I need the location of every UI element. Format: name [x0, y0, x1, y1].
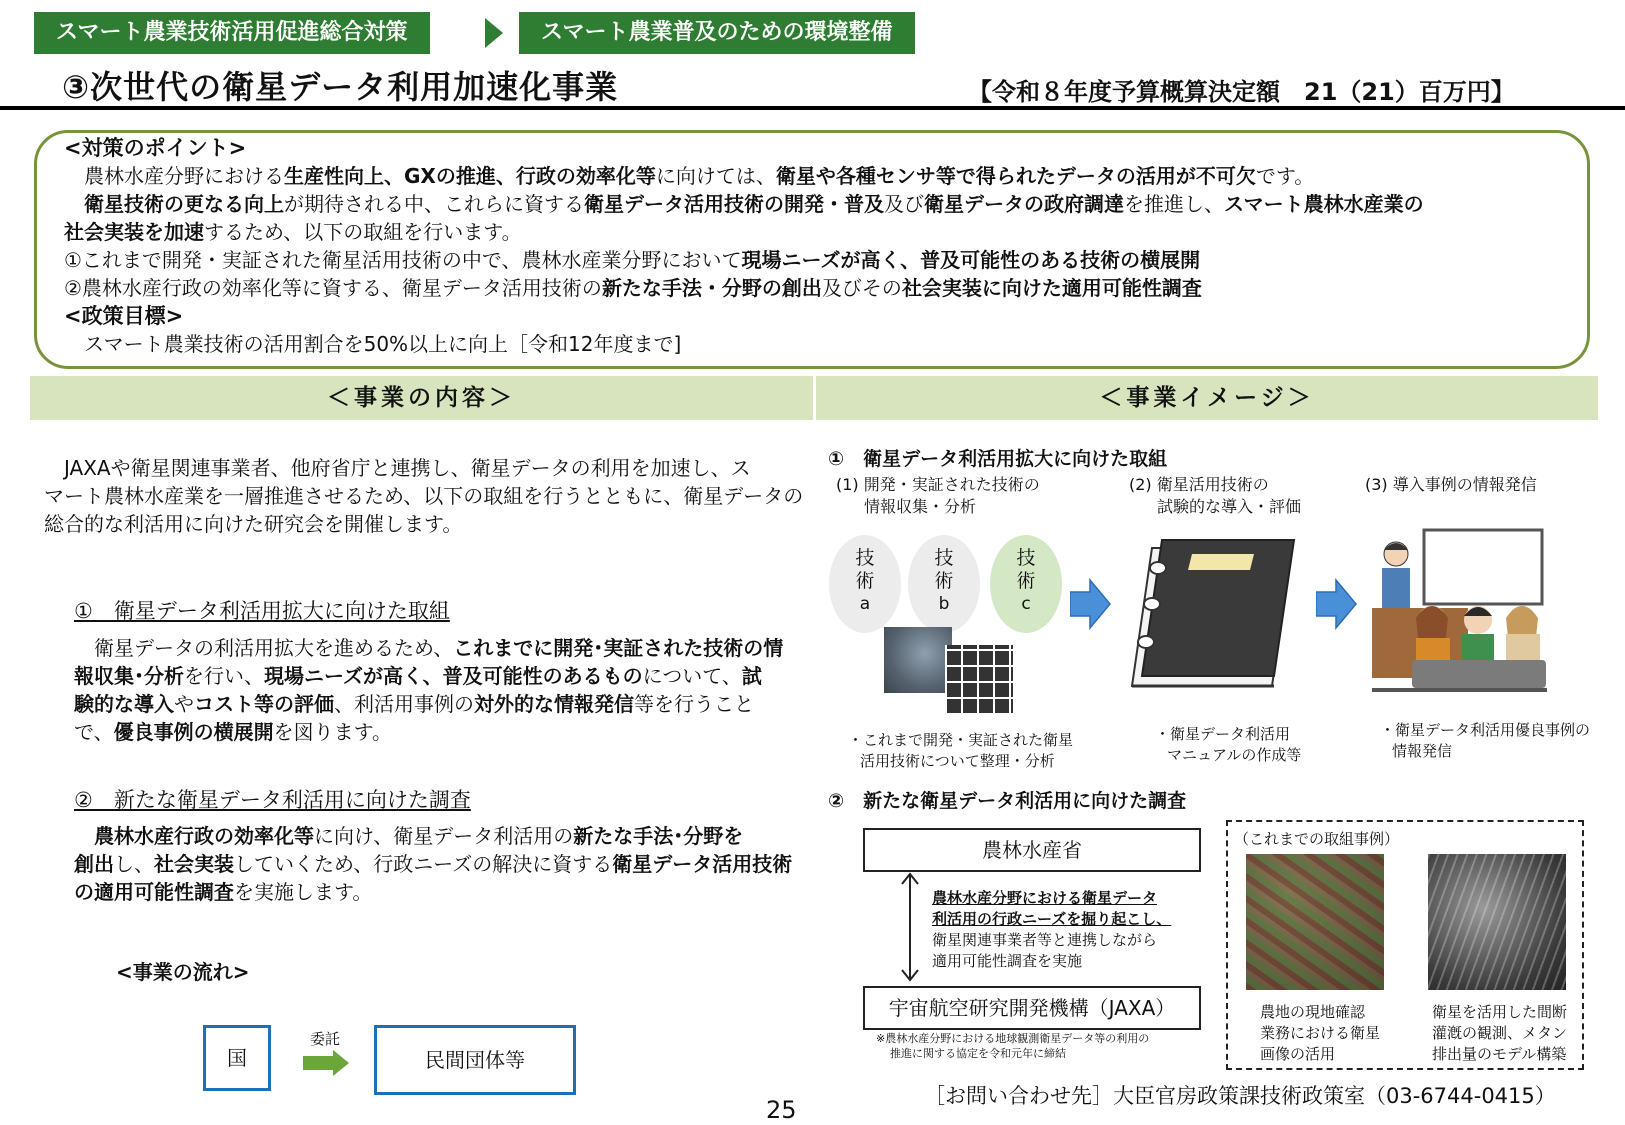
contact-info: ［お問い合わせ先］大臣官房政策課技術政策室（03-6744-0415）: [924, 1084, 1556, 1108]
points-content: [64, 134, 1564, 358]
examples-heading: （これまでの取組事例）: [1234, 830, 1400, 848]
subcategory-tag: スマート農業普及のための環境整備: [519, 12, 915, 54]
flow-to-box: 民間団体等: [374, 1025, 576, 1095]
section1-text: 衛星データの利活用拡大を進めるため、これまでに開発･実証された技術の情 報収集･分析を行い、現場ニーズが高く、普及可能性のあるものについて、試 験的な導入やコスト等の評価、利活用事例の対外的な情報発信等を行うこと で、優良事例の横展開を図ります。: [74, 636, 784, 744]
points-line-4: ①これまで開発・実証された衛星活用技術の中で、農林水産業分野において現場ニーズが高く、普及可能性のある技術の横展開: [64, 248, 1201, 272]
goal-text: スマート農業技術の活用割合を50%以上に向上［令和12年度まで]: [64, 332, 682, 356]
section2-heading: ② 新たな衛星データ利活用に向けた調査: [74, 788, 471, 812]
flow-from-box: 国: [203, 1025, 271, 1091]
example-1-caption: 農地の現地確認 業務における衛星 画像の活用: [1260, 1003, 1381, 1063]
image-section2-heading: ② 新たな衛星データ利活用に向けた調査: [828, 790, 1187, 812]
section2-text: 農林水産行政の効率化等に向け、衛星データ利活用の新たな手法･分野を 創出し、社会実装していくため、行政ニーズの解決に資する衛星データ活用技術 の適用可能性調査を実施します。: [74, 824, 793, 904]
points-line-3: 社会実装を加速するため、以下の取組を行います。: [64, 220, 522, 244]
survey-description: 農林水産分野における衛星データ 利活用の行政ニーズを掘り起こし、 衛星関連事業者等と連携しながら 適用可能性調査を実施: [932, 889, 1172, 970]
agreement-footnote: ※農林水産分野における地球観測衛星データ等の利用の 推進に関する協定を令和元年に締結: [876, 1032, 1150, 1060]
tech-a-ellipse: 技 術 a: [829, 535, 901, 633]
triangle-arrow-icon: [485, 18, 503, 48]
note-2: ・衛星データ利活用 マニュアルの作成等: [1155, 725, 1302, 764]
blue-arrow-icon: [1070, 578, 1112, 630]
note-1: ・これまで開発・実証された衛星 活用技術について整理・分析: [848, 731, 1074, 770]
page-number: 25: [766, 1096, 797, 1124]
goal-heading: <政策目標>: [64, 304, 184, 328]
satellite-image-1: [884, 627, 952, 693]
jaxa-box: 宇宙航空研究開発機構（JAXA）: [863, 986, 1201, 1030]
section1-heading: ① 衛星データ利活用拡大に向けた取組: [74, 599, 450, 623]
farmland-satellite-image: [1246, 854, 1384, 990]
presentation-people-icon: [1372, 528, 1547, 700]
green-arrow-icon: [333, 1050, 349, 1076]
blue-arrow-icon: [1316, 578, 1358, 630]
flow-heading: <事業の流れ>: [116, 960, 250, 984]
category-tag: スマート農業技術活用促進総合対策: [34, 12, 430, 54]
step2-label: (2) 衛星活用技術の 試験的な導入・評価: [1129, 475, 1302, 516]
manual-binder-icon: [1122, 538, 1300, 694]
double-arrow-icon: [898, 870, 922, 984]
step3-label: (3) 導入事例の情報発信: [1365, 475, 1537, 494]
left-section-bar: ＜事業の内容＞: [30, 376, 813, 420]
points-line-2: 衛星技術の更なる向上が期待される中、これらに資する衛星データ活用技術の開発・普及及び衛星データの政府調達を推進し、スマート農林水産業の: [84, 192, 1424, 216]
points-heading: <対策のポイント>: [64, 136, 247, 160]
intro-text: JAXAや衛星関連事業者、他府省庁と連携し、衛星データの利用を加速し、ス マート農林水産業を一層推進させるため、以下の取組を行うとともに、衛星データの 総合的な利活用に向けた研究会を開催します。: [44, 456, 804, 536]
image-section1-heading: ① 衛星データ利活用拡大に向けた取組: [828, 448, 1168, 470]
tech-b-ellipse: 技 術 b: [908, 535, 980, 633]
tech-c-ellipse: 技 術 c: [990, 535, 1062, 633]
right-section-bar: ＜事業イメージ＞: [816, 376, 1598, 420]
note-3: ・衛星データ利活用優良事例の 情報発信: [1380, 721, 1591, 760]
points-line-1: 農林水産分野における生産性向上、GXの推進、行政の効率化等に向けては、衛星や各種センサ等で得られたデータの活用が不可欠です。: [64, 164, 1315, 188]
example-2-caption: 衛星を活用した間断 灌漑の観測、メタン 排出量のモデル構築: [1432, 1003, 1568, 1063]
flow-arrow-label: 委託: [310, 1030, 341, 1048]
points-line-5: ②農林水産行政の効率化等に資する、衛星データ活用技術の新たな手法・分野の創出及びその社会実装に向けた適用可能性調査: [64, 276, 1202, 300]
maff-box: 農林水産省: [863, 828, 1201, 872]
budget-amount: 【令和８年度予算概算決定額 21（21）百万円】: [968, 78, 1515, 106]
irrigation-satellite-image: [1428, 854, 1566, 990]
page-title: ③次世代の衛星データ利用加速化事業: [62, 68, 619, 106]
flow-arrow-shaft: [303, 1056, 333, 1070]
step1-label: (1) 開発・実証された技術の 情報収集・分析: [836, 475, 1040, 516]
satellite-image-2: [945, 645, 1013, 715]
header-divider: [0, 106, 1625, 110]
